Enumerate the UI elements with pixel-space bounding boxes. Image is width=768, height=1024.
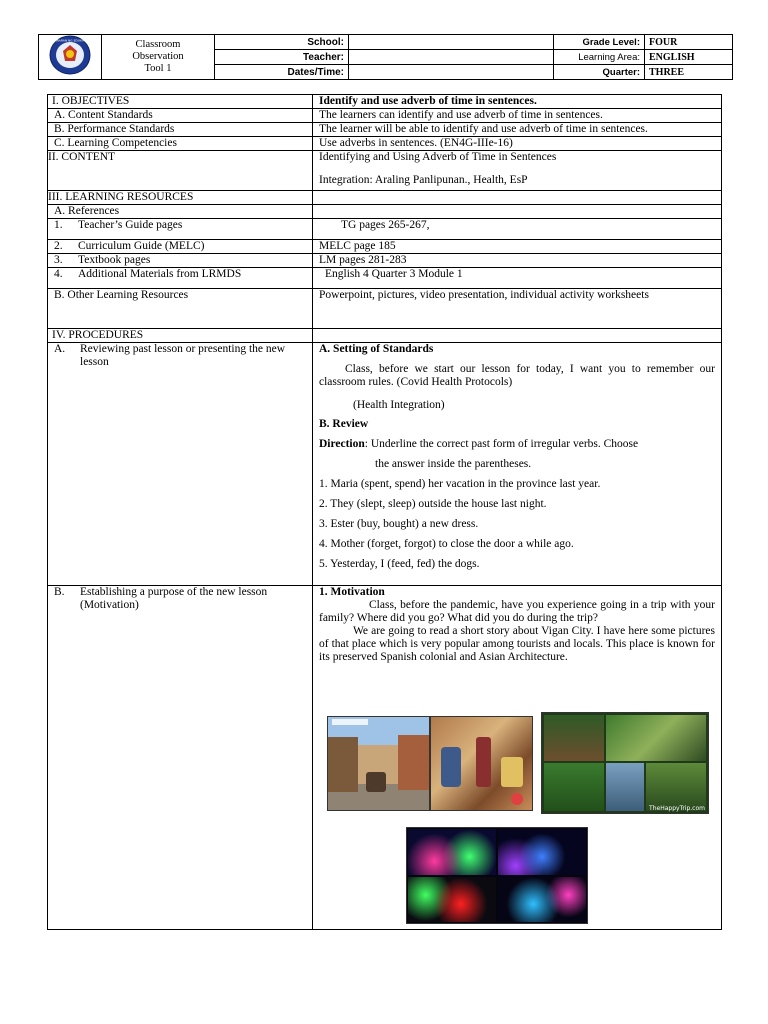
vigan-street-photo bbox=[327, 716, 430, 811]
dates-time-label: Dates/Time: bbox=[215, 65, 349, 80]
school-label: School: bbox=[215, 35, 349, 50]
vigan-fountain-collage bbox=[406, 827, 588, 924]
procedure-b-text: Establishing a purpose of the new lesson (Motivation) bbox=[80, 586, 268, 611]
melc-label-cell bbox=[48, 240, 313, 254]
procedures-heading: IV. PROCEDURES bbox=[48, 329, 313, 343]
learning-competencies-value: Use adverbs in sentences. (EN4G-IIIe-16) bbox=[313, 137, 722, 151]
procedures-heading-value bbox=[313, 329, 722, 343]
learning-competencies-label: C. Learning Competencies bbox=[48, 137, 313, 151]
objectives-row bbox=[48, 95, 722, 109]
grade-level-label: Grade Level: bbox=[554, 35, 645, 50]
objectives-heading-value: Identify and use adverb of time in sentences. bbox=[313, 95, 722, 109]
learning-area-value[interactable]: ENGLISH bbox=[645, 50, 733, 65]
lrmds-label: Additional Materials from LRMDS bbox=[78, 268, 242, 280]
performance-standards-value: The learner will be able to identify and use adverb of time in sentences. bbox=[313, 123, 722, 137]
procedure-b-label bbox=[54, 586, 306, 612]
content-standards-value: The learners can identify and use adverb of time in sentences. bbox=[313, 109, 722, 123]
learning-area-label: Learning Area: bbox=[554, 50, 645, 65]
review-direction-cont: the answer inside the parentheses. bbox=[375, 458, 532, 470]
lrmds-num: 4. bbox=[54, 268, 63, 280]
lrmds-value: English 4 Quarter 3 Module 1 bbox=[313, 268, 722, 289]
logo-cell bbox=[39, 35, 102, 80]
other-resources-value: Powerpoint, pictures, video presentation, individual activity worksheets bbox=[313, 289, 722, 329]
review-item-2: 2. They (slept, sleep) outside the house last night. bbox=[319, 498, 547, 510]
melc-label: Curriculum Guide (MELC) bbox=[78, 240, 205, 252]
textbook-num: 3. bbox=[54, 254, 63, 266]
teacher-label: Teacher: bbox=[215, 50, 349, 65]
textbook-label-cell bbox=[48, 254, 313, 268]
review-item-1: 1. Maria (spent, spend) her vacation in the province last year. bbox=[319, 478, 601, 490]
content-standards-label: A. Content Standards bbox=[48, 109, 313, 123]
resources-heading-value bbox=[313, 191, 722, 205]
content-standards-row bbox=[48, 109, 722, 123]
content-value-cell bbox=[313, 151, 722, 191]
quarter-value[interactable]: THREE bbox=[645, 65, 733, 80]
tg-pages-num: 1. bbox=[54, 219, 63, 231]
dates-time-field[interactable] bbox=[349, 65, 554, 80]
review-item-4: 4. Mother (forget, forgot) to close the door a while ago. bbox=[319, 538, 574, 550]
procedure-b-label-cell bbox=[48, 586, 313, 930]
other-resources-label: B. Other Learning Resources bbox=[48, 289, 313, 329]
performance-standards-row bbox=[48, 123, 722, 137]
svg-text:KAGAWARAN NG EDUKASYON: KAGAWARAN NG EDUKASYON bbox=[47, 38, 93, 43]
objectives-heading: I. OBJECTIVES bbox=[48, 95, 313, 109]
tg-pages-label: Teacher’s Guide pages bbox=[78, 219, 183, 231]
deped-seal-icon bbox=[47, 35, 93, 75]
setting-standards-text: Class, before we start our lesson for today, I want you to remember our classroom rules. (Covid Health Protocols) bbox=[319, 363, 715, 388]
tg-pages-value: TG pages 265-267, bbox=[313, 219, 722, 240]
form-title-line-2: Observation bbox=[132, 51, 184, 62]
textbook-label: Textbook pages bbox=[78, 254, 151, 266]
procedure-a-row bbox=[48, 343, 722, 586]
school-field[interactable] bbox=[349, 35, 554, 50]
resources-heading: III. LEARNING RESOURCES bbox=[48, 191, 313, 205]
melc-num: 2. bbox=[54, 240, 63, 252]
tg-pages-row bbox=[48, 219, 722, 240]
references-value bbox=[313, 205, 722, 219]
procedure-a-content bbox=[313, 343, 722, 586]
photo-credit: TheHappyTrip.com bbox=[649, 805, 705, 812]
quarter-label: Quarter: bbox=[554, 65, 645, 80]
review-direction bbox=[319, 438, 715, 451]
direction-label: Direction bbox=[319, 438, 365, 450]
melc-row bbox=[48, 240, 722, 254]
procedure-a-label bbox=[54, 343, 306, 369]
content-row bbox=[48, 151, 722, 191]
melc-value: MELC page 185 bbox=[313, 240, 722, 254]
performance-standards-label: B. Performance Standards bbox=[48, 123, 313, 137]
references-label: A. References bbox=[48, 205, 313, 219]
setting-standards-title: A. Setting of Standards bbox=[319, 343, 434, 355]
grade-level-value[interactable]: FOUR bbox=[645, 35, 733, 50]
teacher-field[interactable] bbox=[349, 50, 554, 65]
content-heading: II. CONTENT bbox=[48, 151, 313, 191]
motivation-paragraph-1: Class, before the pandemic, have you experience going in a trip with your family? Where did you go? What did you do during the trip? bbox=[319, 599, 715, 624]
procedure-b-num: B. bbox=[54, 586, 65, 598]
learning-competencies-row bbox=[48, 137, 722, 151]
resources-row bbox=[48, 191, 722, 205]
lrmds-label-cell bbox=[48, 268, 313, 289]
header-table bbox=[38, 34, 733, 80]
textbook-row bbox=[48, 254, 722, 268]
tg-pages-label-cell bbox=[48, 219, 313, 240]
procedure-a-text: Reviewing past lesson or presenting the new lesson bbox=[80, 343, 286, 368]
vigan-garden-collage bbox=[541, 712, 709, 814]
review-item-3: 3. Ester (buy, bought) a new dress. bbox=[319, 518, 479, 530]
form-title bbox=[102, 35, 215, 80]
vigan-market-photo bbox=[430, 716, 533, 811]
direction-text: : Underline the correct past form of irregular verbs. Choose bbox=[364, 438, 639, 450]
lrmds-row bbox=[48, 268, 722, 289]
health-integration: (Health Integration) bbox=[353, 399, 445, 411]
textbook-value: LM pages 281-283 bbox=[313, 254, 722, 268]
review-item-5: 5. Yesterday, I (feed, fed) the dogs. bbox=[319, 558, 480, 570]
references-row bbox=[48, 205, 722, 219]
other-resources-row bbox=[48, 289, 722, 329]
procedures-row bbox=[48, 329, 722, 343]
content-integration: Integration: Araling Panlipunan., Health, EsP bbox=[319, 174, 528, 186]
review-title: B. Review bbox=[319, 418, 369, 430]
procedure-a-label-cell bbox=[48, 343, 313, 586]
content-topic: Identifying and Using Adverb of Time in Sentences bbox=[319, 151, 557, 163]
motivation-paragraph-2: We are going to read a short story about Vigan City. I have here some pictures of that place which is very popular among tourists and locals. This place is known for its preserved Spanish colonial and Asian Architecture. bbox=[319, 625, 715, 663]
motivation-title: 1. Motivation bbox=[319, 586, 385, 598]
form-title-line-1: Classroom bbox=[135, 39, 181, 50]
form-title-line-3: Tool 1 bbox=[144, 63, 172, 74]
procedure-a-num: A. bbox=[54, 343, 66, 355]
